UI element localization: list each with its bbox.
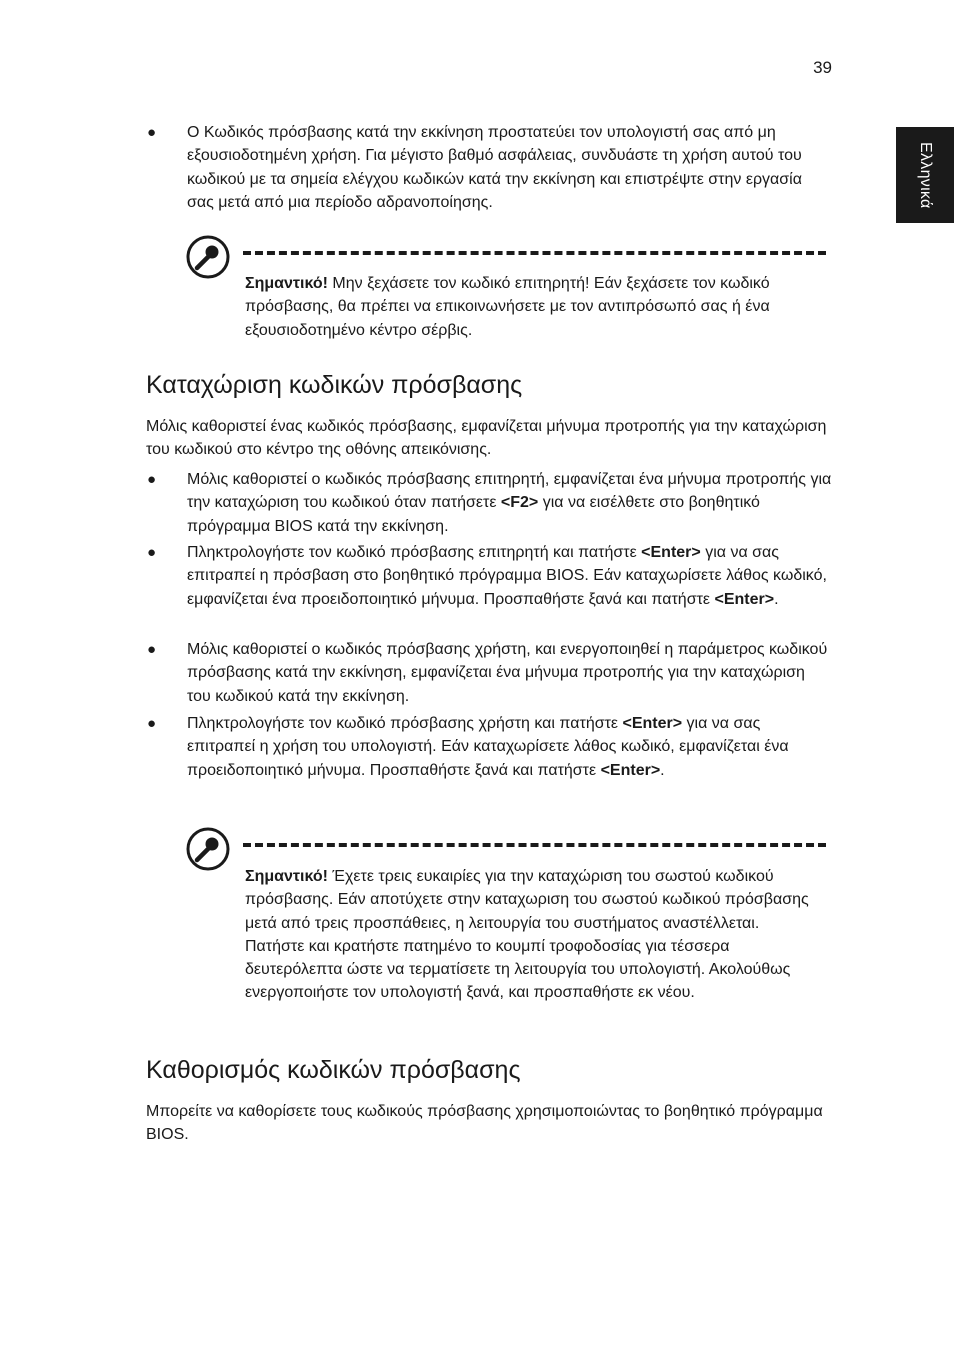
note-important	[245, 272, 795, 342]
list-item: Μόλις καθοριστεί ο κωδικός πρόσβασης επιτηρητή, εμφανίζεται ένα μήνυμα προτροπής για την καταχώριση του κωδικού όταν πατήσετε <F2> για να εισέλθετε στο βοηθητικό πρόγραμμα BIOS κατά την εκκίνηση.	[187, 471, 832, 535]
note-label: Σημαντικό!	[245, 868, 328, 885]
section-heading: Καταχώριση κωδικών πρόσβασης	[146, 371, 523, 399]
section-heading: Καθορισμός κωδικών πρόσβασης	[146, 1056, 521, 1084]
key-icon	[186, 235, 230, 279]
note-important	[245, 865, 815, 1005]
bullet-icon: ●	[147, 124, 157, 141]
bullet-icon: ●	[147, 471, 157, 488]
page-number: 39	[813, 58, 832, 77]
bullet-icon: ●	[147, 715, 157, 732]
key-icon	[186, 827, 230, 871]
bullet-icon: ●	[147, 544, 157, 561]
note-divider	[243, 843, 826, 847]
section-intro: Μόλις καθοριστεί ένας κωδικός πρόσβασης, εμφανίζεται μήνυμα προτροπής για την καταχώριση του κωδικού στο κέντρο της οθόνης απεικόνισης.	[146, 418, 827, 459]
language-tab	[896, 127, 954, 223]
section-intro: Μπορείτε να καθορίσετε τους κωδικούς πρόσβασης χρησιμοποιώντας το βοηθητικό πρόγραμμα BIOS.	[146, 1103, 823, 1144]
list-item: Πληκτρολογήστε τον κωδικό πρόσβασης χρήστη και πατήστε <Enter> για να σας επιτραπεί η χρήση του υπολογιστή. Εάν καταχωρίσετε λάθος κωδικό, εμφανίζεται ένα προειδοποιητικό μήνυμα. Προσπαθήστε ξανά και πατήστε <Enter>.	[187, 715, 789, 779]
note-divider	[243, 251, 826, 255]
bullet-icon: ●	[147, 641, 157, 658]
note-text: Έχετε τρεις ευκαιρίες για την καταχώριση του σωστού κωδικού πρόσβασης. Εάν αποτύχετε στην καταχωριση του σωστού κωδικού πρόσβασης μετά από τρεις προσπάθειες, η λειτουργία του συστήματος αναστέλλεται. Πατήστε και κρατήστε πατημένο το κουμπί τροφοδοσίας για τέσσερα δευτερόλεπτα ώστε να τερματίσετε τη λειτουργία του υπολογιστή. Ακολούθως ενεργοποιήστε τον υπολογιστή ξανά, και προσπαθήστε εκ νέου.	[245, 868, 809, 1002]
list-item: Μόλις καθοριστεί ο κωδικός πρόσβασης χρήστη, και ενεργοποιηθεί η παράμετρος κωδικού πρόσβασης κατά την εκκίνηση, εμφανίζεται ένα μήνυμα προτροπής για την καταχώριση του κωδικού κατά την εκκίνηση.	[187, 641, 828, 705]
note-label: Σημαντικό!	[245, 275, 328, 292]
intro-bullet-text: Ο Κωδικός πρόσβασης κατά την εκκίνηση προστατεύει τον υπολογιστή σας από μη εξουσιοδοτημένη χρήση. Για μέγιστο βαθμό ασφάλειας, συνδυάστε τη χρήση αυτού του κωδικού με τα σημεία ελέγχου κωδικών κατά την εκκίνηση και επιστρέψτε στην εργασία σας μετά από μια περίοδο αδρανοποίησης.	[187, 124, 802, 211]
note-text: Μην ξεχάσετε τον κωδικό επιτηρητή! Εάν ξεχάσετε τον κωδικό πρόσβασης, θα πρέπει να επικοινωνήσετε με τον αντιπρόσωπό σας ή ένα εξουσιοδοτημένο κέντρο σέρβις.	[245, 275, 770, 339]
language-tab-label: Ελληνικά	[917, 141, 934, 209]
list-item: Πληκτρολογήστε τον κωδικό πρόσβασης επιτηρητή και πατήστε <Enter> για να σας επιτραπεί η πρόσβαση στο βοηθητικό πρόγραμμα BIOS. Εάν καταχωρίσετε λάθος κωδικό, εμφανίζεται ένα προειδοποιητικό μήνυμα. Προσπαθήστε ξανά και πατήστε <Enter>.	[187, 544, 827, 608]
